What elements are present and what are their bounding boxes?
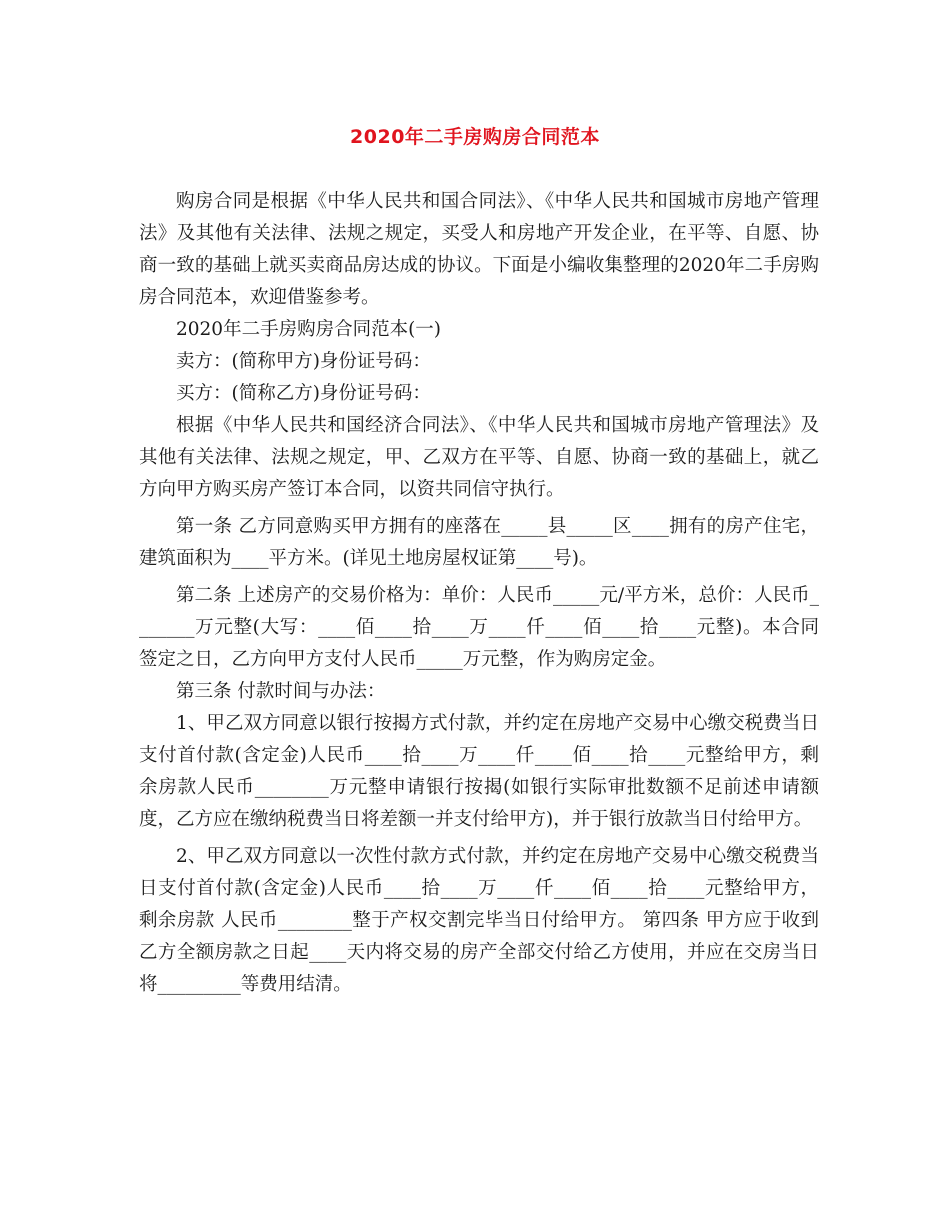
article-2-paragraph: 第二条 上述房产的交易价格为：单价：人民币_____元/平方米，总价：人民币_______万元整(大写：____佰____拾____万____仟____佰____拾____元整)。本合同签定之日，乙方向甲方支付人民币_____万元整，作为购房定金。	[139, 585, 819, 670]
seller-line: 卖方：(简称甲方)身份证号码：	[176, 351, 431, 372]
article-3-heading: 第三条 付款时间与办法：	[176, 681, 386, 702]
payment-option-1-paragraph: 1、甲乙双方同意以银行按揭方式付款，并约定在房地产交易中心缴交税费当日支付首付款(含定金)人民币____拾____万____仟____佰____拾____元整给甲方，剩余房款人民币________万元整申请银行按揭(如银行实际审批数额不足前述申请额度，乙方应在缴纳税费当日将差额一并支付给甲方)，并于银行放款当日付给甲方。	[139, 713, 819, 830]
payment-option-2-paragraph: 2、甲乙双方同意以一次性付款方式付款，并约定在房地产交易中心缴交税费当日支付首付款(含定金)人民币____拾____万____仟____佰____拾____元整给甲方，剩余房款 人民币________整于产权交割完毕当日付给甲方。 第四条 甲方应于收到乙方全额房款之日起____天内将交易的房产全部交付给乙方使用，并应在交房当日将_________等费用结清。	[139, 846, 819, 995]
buyer-line: 买方：(简称乙方)身份证号码：	[176, 383, 431, 404]
contract-subtitle: 2020年二手房购房合同范本(一)	[176, 319, 442, 340]
basis-paragraph: 根据《中华人民共和国经济合同法》、《中华人民共和国城市房地产管理法》及其他有关法律、法规之规定，甲、乙双方在平等、自愿、协商一致的基础上，就乙方向甲方购买房产签订本合同，以资共同信守执行。	[139, 415, 819, 500]
document-title: 2020年二手房购房合同范本	[350, 126, 600, 148]
intro-paragraph: 购房合同是根据《中华人民共和国合同法》、《中华人民共和国城市房地产管理法》及其他有关法律、法规之规定，买受人和房地产开发企业，在平等、自愿、协商一致的基础上就买卖商品房达成的协议。下面是小编收集整理的2020年二手房购房合同范本，欢迎借鉴参考。	[139, 191, 819, 308]
article-1-paragraph: 第一条 乙方同意购买甲方拥有的座落在_____县_____区____拥有的房产住宅，建筑面积为____平方米。(详见土地房屋权证第____号)。	[139, 516, 819, 569]
document-body	[139, 186, 819, 1001]
